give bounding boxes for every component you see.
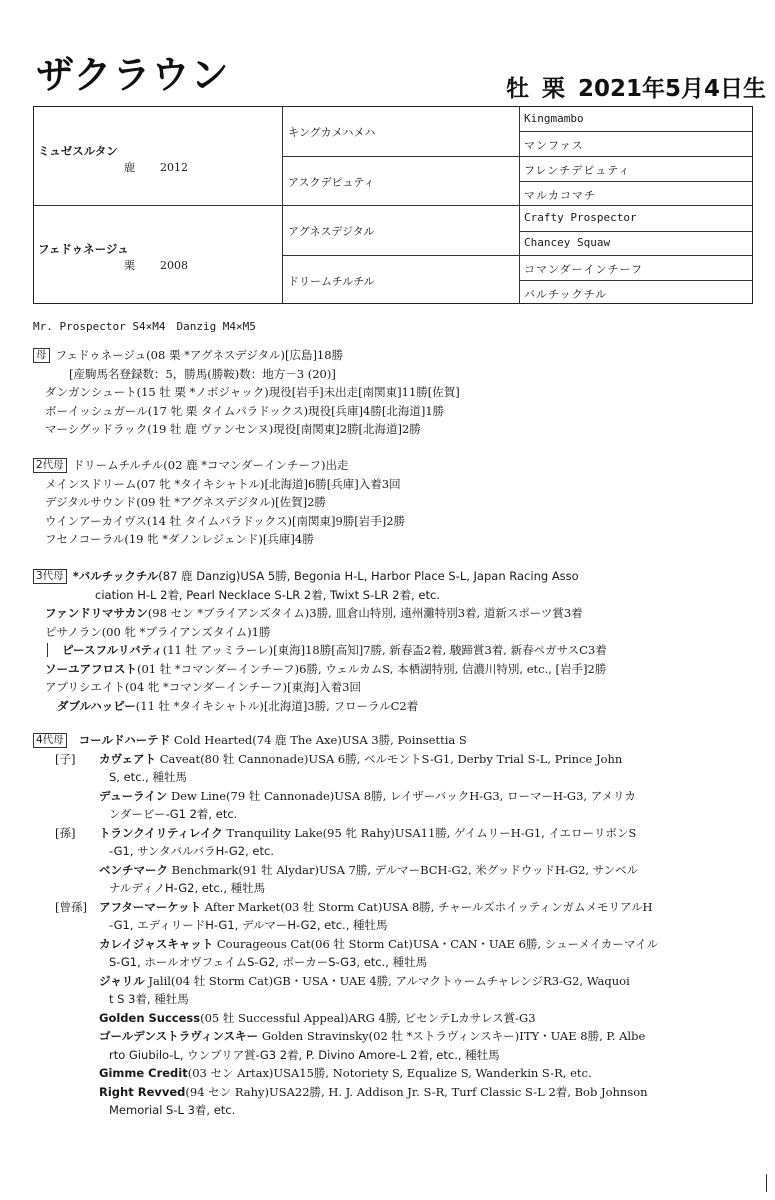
great-grandparent-3: フレンチデピュティ — [524, 164, 631, 177]
grandchild-1-cont: -G1, サンタバルバラH-G2, etc. — [109, 844, 274, 858]
sire-color: 鹿 — [124, 161, 135, 174]
great-grandparent-6: Chancey Squaw — [524, 236, 611, 249]
third-dam-name: *バルチックチル — [72, 569, 159, 583]
second-dam-tag: 2代母 — [33, 458, 67, 473]
grandchild-2-name: ベンチマーク — [99, 862, 168, 877]
great-7-record: (94 セン Rahy)USA22勝, H. J. Addison Jr. S-R, Turf Classic S-L 2着, Bob Johnson — [185, 1084, 648, 1099]
great-3-name: ジャリル — [99, 973, 145, 988]
second-dam-offspring-1: メインスドリーム(07 牝 *タイキシャトル)[北海道]6勝[兵庫]入着3回 — [45, 476, 401, 491]
great-1-record: After Market(03 牡 Storm Cat)USA 8勝, チャールズホイッティンガムメモリアルH — [201, 899, 653, 914]
offspring-2: ボーイッシュガール(17 牝 栗 タイムパラドックス)現役[兵庫]4勝[北海道]1勝 — [45, 403, 445, 418]
great-1-cont: -G1, エディリードH-G1, デルマーH-G2, etc., 種牡馬 — [109, 918, 388, 932]
great-7-cont: Memorial S-L 3着, etc. — [109, 1103, 236, 1117]
dam-name: フェドゥネージュ — [38, 242, 129, 256]
grandparent-4: ドリームチルチル — [288, 275, 375, 288]
second-dam-offspring-2: デジタルサウンド(09 牡 *アグネスデジタル)[佐賀]2勝 — [45, 495, 326, 509]
great-grandparent-8: バルチックチル — [524, 288, 608, 301]
horse-birth: 2021年5月4日生 — [578, 76, 767, 102]
third-dam-offspring-3-name: ソーユアフロスト — [45, 661, 137, 676]
grandparent-3: アグネスデジタル — [288, 225, 375, 238]
third-dam-grandchild-2-name: ダブルハッピー — [57, 698, 136, 713]
child-1-record: Caveat(80 牡 Cannonade)USA 6勝, ベルモントS-G1, Derby Trial S-L, Prince John — [156, 751, 623, 766]
sire-name: ミュゼスルタン — [38, 144, 118, 158]
third-dam-grandchild-1-name: ピースフルリバティ — [62, 643, 163, 657]
horse-summary — [506, 70, 766, 103]
great-3-cont: t S 3着, 種牡馬 — [109, 992, 189, 1006]
pedigree-table — [33, 106, 753, 304]
child-2-name: デューライン — [99, 788, 168, 803]
third-dam-record: (87 鹿 Danzig)USA 5勝, Begonia H-L, Harbor Place S-L, Japan Racing Asso — [158, 569, 579, 583]
third-dam-offspring-3-record: (01 牡 *コマンダーインチーフ)6勝, ウェルカムS, 本栖湖特別, 信濃川特別, etc., [岩手]2勝 — [137, 661, 607, 676]
dam-year: 2008 — [160, 259, 188, 272]
great-6-record: (03 セン Artax)USA15勝, Notoriety S, Equalize S, Wanderkin S-R, etc. — [187, 1066, 592, 1080]
great-grandparent-2: マンファス — [524, 139, 584, 152]
fourth-dam-name: コールドハーテド — [78, 733, 171, 747]
great-grandparent-5: Crafty Prospector — [524, 211, 637, 224]
dam-color: 栗 — [124, 259, 135, 272]
offspring-3: マーシグッドラック(19 牡 鹿 ヴァンセンヌ)現役[南関東]2勝[北海道]2勝 — [45, 422, 421, 436]
great-5-name: ゴールデンストラヴィンスキー — [99, 1029, 259, 1043]
third-dam-tag: 3代母 — [33, 569, 67, 584]
dam-line: フェドゥネージュ(08 栗 *アグネスデジタル)[広島]18勝 — [55, 348, 344, 362]
fourth-dam-record: Cold Hearted(74 鹿 The Axe)USA 3勝, Poinsettia S — [170, 733, 467, 747]
great-2-record: Courageous Cat(06 牡 Storm Cat)USA・CAN・UAE 6勝, シューメイカーマイル — [213, 936, 659, 951]
great-4-name: Golden Success — [99, 1010, 201, 1025]
third-dam-offspring-4: アプリシエイト(04 牝 *コマンダーインチーフ)[東海]入着3回 — [45, 680, 361, 694]
group-child: [子] — [55, 751, 76, 766]
third-dam-offspring-1-name: ファンドリマサカン — [45, 606, 148, 620]
third-dam-grandchild-2-record: (11 牡 *タイキシャトル)[北海道]3勝, フローラルC2着 — [135, 698, 419, 713]
grandchild-2-record: Benchmark(91 牡 Alydar)USA 7勝, デルマーBCH-G2, 米グッドウッドH-G2, サンベル — [168, 862, 639, 877]
second-dam-section — [33, 456, 753, 549]
child-2-cont: ンダービー-G1 2着, etc. — [109, 807, 238, 821]
fourth-dam-tag: 4代母 — [33, 733, 67, 748]
great-1-name: アフターマーケット — [99, 899, 202, 914]
great-4-record: (05 牡 Successful Appeal)ARG 4勝, ビセンテLカサレス賞-G3 — [200, 1010, 536, 1025]
second-dam-offspring-3: ウインアーカイヴス(14 牡 タイムパラドックス)[南関東]9勝[岩手]2勝 — [45, 513, 406, 528]
child-1-name: カヴェアト — [99, 751, 157, 766]
grandparent-2: アスクデピュティ — [288, 176, 375, 189]
dam-cell — [38, 241, 278, 273]
page-edge-mark — [766, 1174, 769, 1192]
second-dam-line: ドリームチルチル(02 鹿 *コマンダーインチーフ)出走 — [72, 458, 349, 472]
great-7-name: Right Revved — [99, 1084, 186, 1099]
horse-name: ザクラウン — [36, 53, 230, 97]
great-5-cont: rto Giubilo-L, ウンブリア賞-G3 2着, P. Divino Amore-L 2着, etc., 種牡馬 — [109, 1047, 500, 1062]
third-dam-grandchild-1-record: (11 牡 アッミラーレ)[東海]18勝[高知]7勝, 新春盃2着, 駿蹄賞3着, 新春ペガサスC3着 — [162, 643, 607, 657]
third-dam-offspring-2: ピサノラン(00 牝 *ブライアンズタイム)1勝 — [45, 624, 271, 639]
third-dam-offspring-1-record: (98 セン *ブライアンズタイム)3勝, 皿倉山特別, 遠州灘特別3着, 道新スポーツ賞3着 — [147, 606, 583, 620]
offspring-1: ダンガンシュート(15 牡 栗 *ノボジャック)現役[岩手]未出走[南関東]11勝[佐賀] — [45, 385, 460, 399]
inbreeding-note: Mr. Prospector S4×M4 Danzig M4×M5 — [33, 320, 256, 333]
great-grandparent-4: マルカコマチ — [524, 189, 596, 202]
child-2-record: Dew Line(79 牡 Cannonade)USA 8勝, レイザーバックH-G3, ローマーH-G3, アメリカ — [167, 788, 636, 803]
group-grandchild: [孫] — [55, 825, 76, 840]
great-2-name: カレイジャスキャット — [99, 936, 214, 951]
third-dam-record-cont: ciation H-L 2着, Pearl Necklace S-LR 2着, Twixt S-LR 2着, etc. — [95, 587, 440, 602]
great-3-record: Jalil(04 牡 Storm Cat)GB・USA・UAE 4勝, アルマクトゥームチャレンジR3-G2, Waquoi — [144, 973, 630, 988]
second-dam-offspring-4: フセノコーラル(19 牝 *ダノンレジェンド)[兵庫]4勝 — [45, 532, 314, 546]
third-dam-section — [33, 567, 753, 715]
great-5-record: Golden Stravinsky(02 牡 *ストラヴィンスキー)ITY・UAE 8勝, P. Albe — [258, 1029, 646, 1043]
horse-color: 栗 — [542, 76, 565, 102]
great-6-name: Gimme Credit — [99, 1066, 188, 1080]
sire-year: 2012 — [160, 161, 188, 174]
sire-cell — [38, 143, 278, 175]
great-grandparent-1: Kingmambo — [524, 112, 584, 125]
child-1-cont: S, etc., 種牡馬 — [109, 770, 187, 784]
grandchild-1-record: Tranquility Lake(95 牝 Rahy)USA11勝, ゲイムリーH-G1, イエローリボンS — [222, 825, 637, 840]
dam-section — [33, 346, 753, 439]
dam-stats: [産駒馬名登録数：5，勝馬(勝鞍)数：地方－3 (20)] — [69, 366, 336, 381]
horse-sex: 牡 — [506, 76, 529, 102]
group-great-grandchild: [曾孫] — [55, 899, 87, 914]
grandparent-1: キングカメハメハ — [288, 126, 376, 139]
grandchild-2-cont: ナルディノH-G2, etc., 種牡馬 — [109, 881, 266, 895]
dam-tag: 母 — [33, 348, 50, 363]
great-grandparent-7: コマンダーインチーフ — [524, 263, 644, 276]
grandchild-1-name: トランクイリティレイク — [99, 825, 223, 840]
fourth-dam-section — [33, 731, 753, 1120]
great-2-cont: S-G1, ホールオヴフェイムS-G2, ポーカーS-G3, etc., 種牡馬 — [109, 955, 428, 969]
